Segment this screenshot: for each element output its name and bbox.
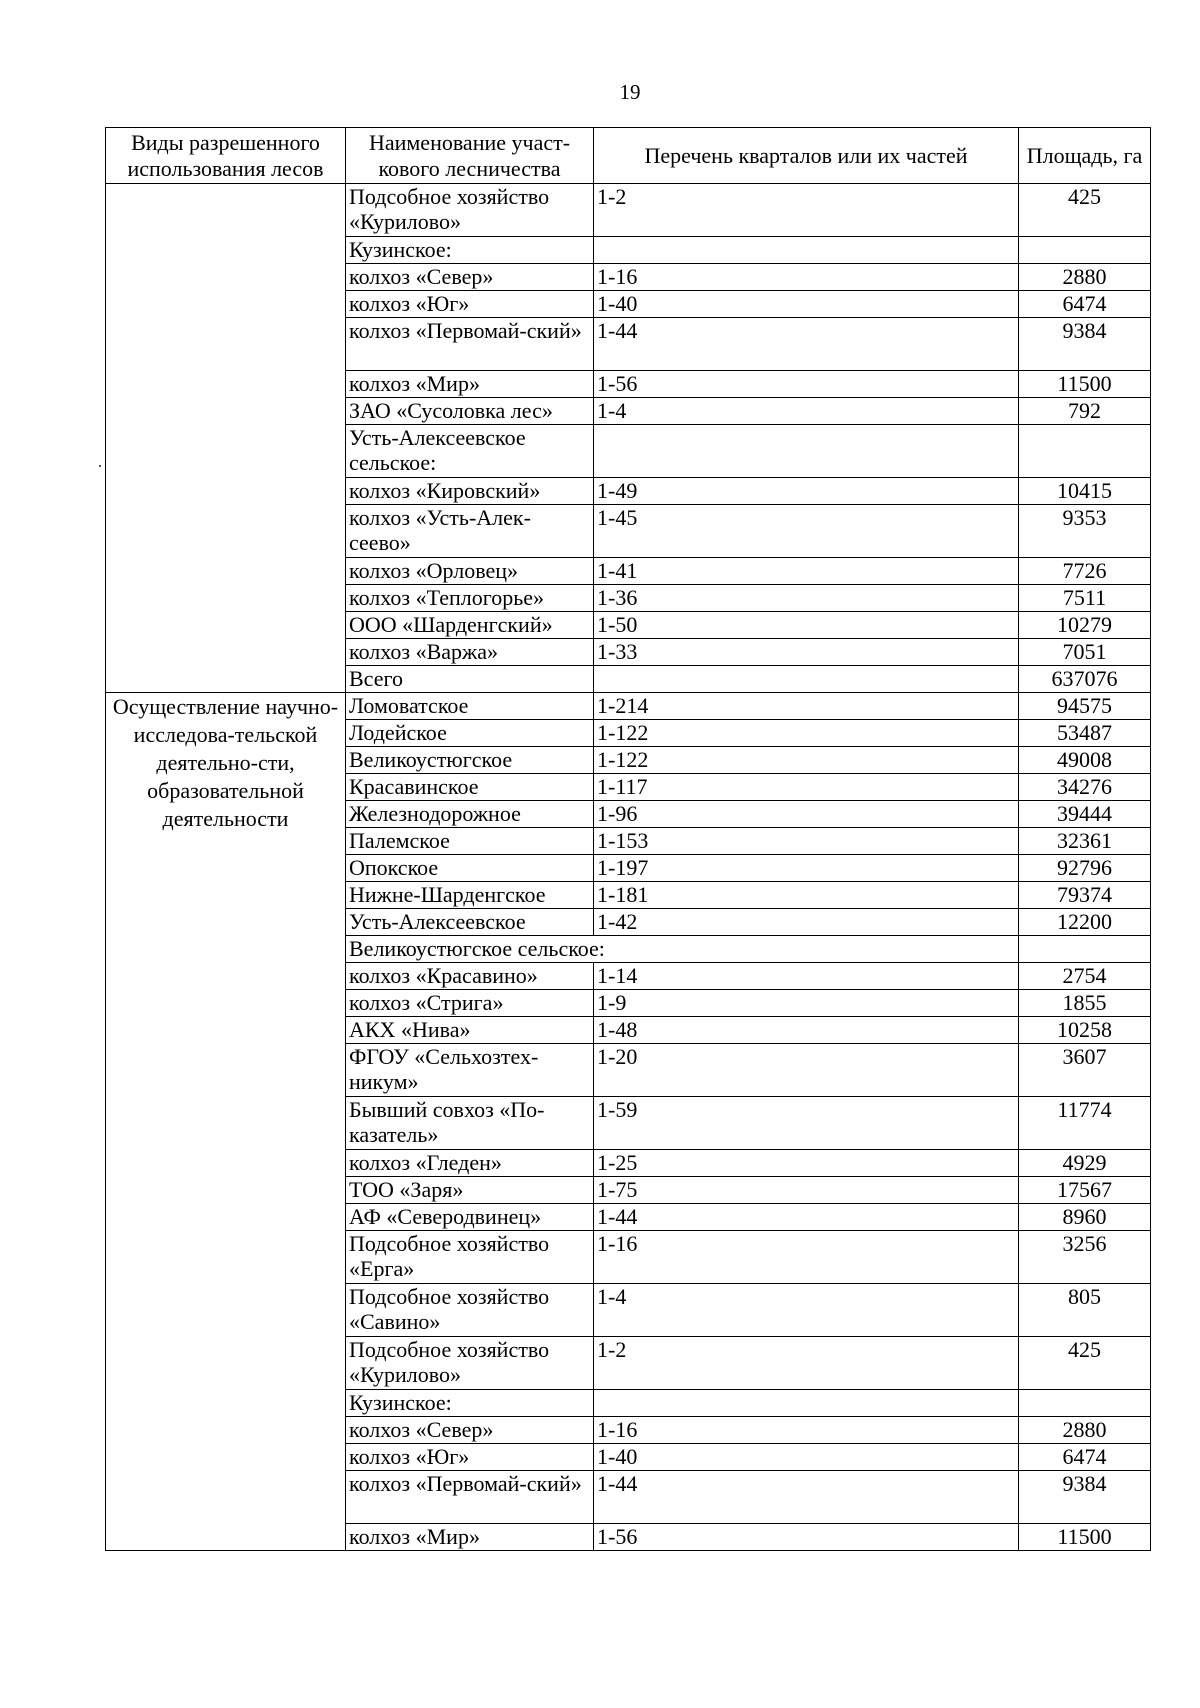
forestry-name: колхоз «Первомай-ский» [346, 1471, 594, 1524]
area-value [1019, 425, 1151, 478]
area-value: 7726 [1019, 558, 1151, 585]
area-value: 34276 [1019, 774, 1151, 801]
quarters-range: 1-36 [594, 585, 1019, 612]
quarters-range: 1-44 [594, 1204, 1019, 1231]
scan-speck [99, 465, 101, 467]
quarters-range: 1-44 [594, 1471, 1019, 1524]
area-value: 12200 [1019, 909, 1151, 936]
area-value: 10258 [1019, 1017, 1151, 1044]
quarters-range: 1-2 [594, 1337, 1019, 1390]
quarters-range: 1-9 [594, 990, 1019, 1017]
forestry-name: Красавинское [346, 774, 594, 801]
quarters-range: 1-153 [594, 828, 1019, 855]
forestry-name: колхоз «Кировский» [346, 478, 594, 505]
area-value: 9353 [1019, 505, 1151, 558]
area-value: 425 [1019, 1337, 1151, 1390]
forestry-name: колхоз «Север» [346, 264, 594, 291]
area-value: 637076 [1019, 666, 1151, 693]
area-value [1019, 237, 1151, 264]
area-value: 11500 [1019, 1524, 1151, 1551]
forestry-name: Всего [346, 666, 594, 693]
forestry-name: Великоустюгское [346, 747, 594, 774]
area-value: 11774 [1019, 1097, 1151, 1150]
area-value: 2880 [1019, 264, 1151, 291]
quarters-range: 1-48 [594, 1017, 1019, 1044]
area-value: 2754 [1019, 963, 1151, 990]
quarters-range: 1-4 [594, 398, 1019, 425]
quarters-range: 1-20 [594, 1044, 1019, 1097]
quarters-range: 1-16 [594, 264, 1019, 291]
forestry-name: Ломоватское [346, 693, 594, 720]
quarters-range: 1-96 [594, 801, 1019, 828]
page-number: 19 [619, 80, 641, 104]
quarters-range: 1-117 [594, 774, 1019, 801]
table-body [106, 184, 1151, 1551]
quarters-range: 1-75 [594, 1177, 1019, 1204]
area-value: 17567 [1019, 1177, 1151, 1204]
quarters-range: 1-33 [594, 639, 1019, 666]
forestry-name: АФ «Северодвинец» [346, 1204, 594, 1231]
area-value: 10415 [1019, 478, 1151, 505]
area-value: 7511 [1019, 585, 1151, 612]
forestry-name: Подсобное хозяйство «Курилово» [346, 1337, 594, 1390]
area-value: 6474 [1019, 1444, 1151, 1471]
forest-usage-table [105, 127, 1151, 1551]
header-name: Наименование участ-кового лесничества [346, 128, 594, 184]
area-value: 11500 [1019, 371, 1151, 398]
quarters-range [594, 1390, 1019, 1417]
area-value: 94575 [1019, 693, 1151, 720]
area-value: 425 [1019, 184, 1151, 237]
quarters-range: 1-49 [594, 478, 1019, 505]
quarters-range: 1-16 [594, 1231, 1019, 1284]
forestry-name: колхоз «Первомай-ский» [346, 318, 594, 371]
forestry-name: колхоз «Орловец» [346, 558, 594, 585]
forestry-name: колхоз «Гледен» [346, 1150, 594, 1177]
quarters-range [594, 666, 1019, 693]
forestry-name: Подсобное хозяйство «Савино» [346, 1284, 594, 1337]
quarters-range: 1-122 [594, 747, 1019, 774]
area-value: 10279 [1019, 612, 1151, 639]
quarters-range: 1-50 [594, 612, 1019, 639]
header-quarters: Перечень кварталов или их частей [594, 128, 1019, 184]
forestry-name: ЗАО «Сусоловка лес» [346, 398, 594, 425]
area-value: 6474 [1019, 291, 1151, 318]
forestry-name: колхоз «Север» [346, 1417, 594, 1444]
forestry-name: Лодейское [346, 720, 594, 747]
area-value: 4929 [1019, 1150, 1151, 1177]
forestry-name: колхоз «Красавино» [346, 963, 594, 990]
area-value: 1855 [1019, 990, 1151, 1017]
forestry-name: Кузинское: [346, 237, 594, 264]
quarters-range: 1-2 [594, 184, 1019, 237]
area-value: 3256 [1019, 1231, 1151, 1284]
header-area: Площадь, га [1019, 128, 1151, 184]
area-value: 792 [1019, 398, 1151, 425]
quarters-range: 1-25 [594, 1150, 1019, 1177]
forestry-name: Кузинское: [346, 1390, 594, 1417]
usage-cell [106, 184, 346, 693]
quarters-range: 1-45 [594, 505, 1019, 558]
forestry-name: Подсобное хозяйство «Ерга» [346, 1231, 594, 1284]
area-value: 32361 [1019, 828, 1151, 855]
table-row [106, 184, 1151, 237]
quarters-range: 1-40 [594, 1444, 1019, 1471]
forestry-name: Железнодорожное [346, 801, 594, 828]
area-value: 79374 [1019, 882, 1151, 909]
area-value: 92796 [1019, 855, 1151, 882]
quarters-range [594, 425, 1019, 478]
forestry-name: Подсобное хозяйство «Курилово» [346, 184, 594, 237]
area-value: 53487 [1019, 720, 1151, 747]
forestry-name: Усть-Алексеевское сельское: [346, 425, 594, 478]
forestry-name: ТОО «Заря» [346, 1177, 594, 1204]
forestry-name: колхоз «Стрига» [346, 990, 594, 1017]
forestry-name: Великоустюгское сельское: [346, 936, 1019, 963]
quarters-range: 1-214 [594, 693, 1019, 720]
area-value: 8960 [1019, 1204, 1151, 1231]
forestry-name: Палемское [346, 828, 594, 855]
forestry-name: ФГОУ «Сельхозтех-никум» [346, 1044, 594, 1097]
quarters-range: 1-197 [594, 855, 1019, 882]
quarters-range: 1-41 [594, 558, 1019, 585]
quarters-range: 1-59 [594, 1097, 1019, 1150]
area-value: 805 [1019, 1284, 1151, 1337]
area-value [1019, 936, 1151, 963]
forestry-name: колхоз «Мир» [346, 1524, 594, 1551]
usage-cell: Осуществление научно-исследова-тельской деятельно-сти, образовательной деятельности [106, 693, 346, 1551]
forestry-name: колхоз «Юг» [346, 291, 594, 318]
quarters-range: 1-16 [594, 1417, 1019, 1444]
quarters-range: 1-122 [594, 720, 1019, 747]
quarters-range: 1-14 [594, 963, 1019, 990]
area-value: 2880 [1019, 1417, 1151, 1444]
forestry-name: Нижне-Шарденгское [346, 882, 594, 909]
quarters-range: 1-56 [594, 1524, 1019, 1551]
quarters-range: 1-181 [594, 882, 1019, 909]
forestry-name: ООО «Шарденгский» [346, 612, 594, 639]
quarters-range: 1-4 [594, 1284, 1019, 1337]
area-value: 7051 [1019, 639, 1151, 666]
table-header-row [106, 128, 1151, 184]
area-value: 39444 [1019, 801, 1151, 828]
forestry-name: колхоз «Варжа» [346, 639, 594, 666]
table-row [106, 693, 1151, 720]
quarters-range: 1-44 [594, 318, 1019, 371]
quarters-range: 1-56 [594, 371, 1019, 398]
area-value: 3607 [1019, 1044, 1151, 1097]
forestry-name: колхоз «Юг» [346, 1444, 594, 1471]
forestry-name: колхоз «Усть-Алек-сеево» [346, 505, 594, 558]
forestry-name: колхоз «Мир» [346, 371, 594, 398]
quarters-range [594, 237, 1019, 264]
forestry-name: Опокское [346, 855, 594, 882]
forestry-name: колхоз «Теплогорье» [346, 585, 594, 612]
forestry-name: Усть-Алексеевское [346, 909, 594, 936]
quarters-range: 1-40 [594, 291, 1019, 318]
area-value [1019, 1390, 1151, 1417]
quarters-range: 1-42 [594, 909, 1019, 936]
area-value: 49008 [1019, 747, 1151, 774]
area-value: 9384 [1019, 318, 1151, 371]
area-value: 9384 [1019, 1471, 1151, 1524]
header-usage: Виды разрешенного использования лесов [106, 128, 346, 184]
forestry-name: Бывший совхоз «По-казатель» [346, 1097, 594, 1150]
forestry-name: АКХ «Нива» [346, 1017, 594, 1044]
